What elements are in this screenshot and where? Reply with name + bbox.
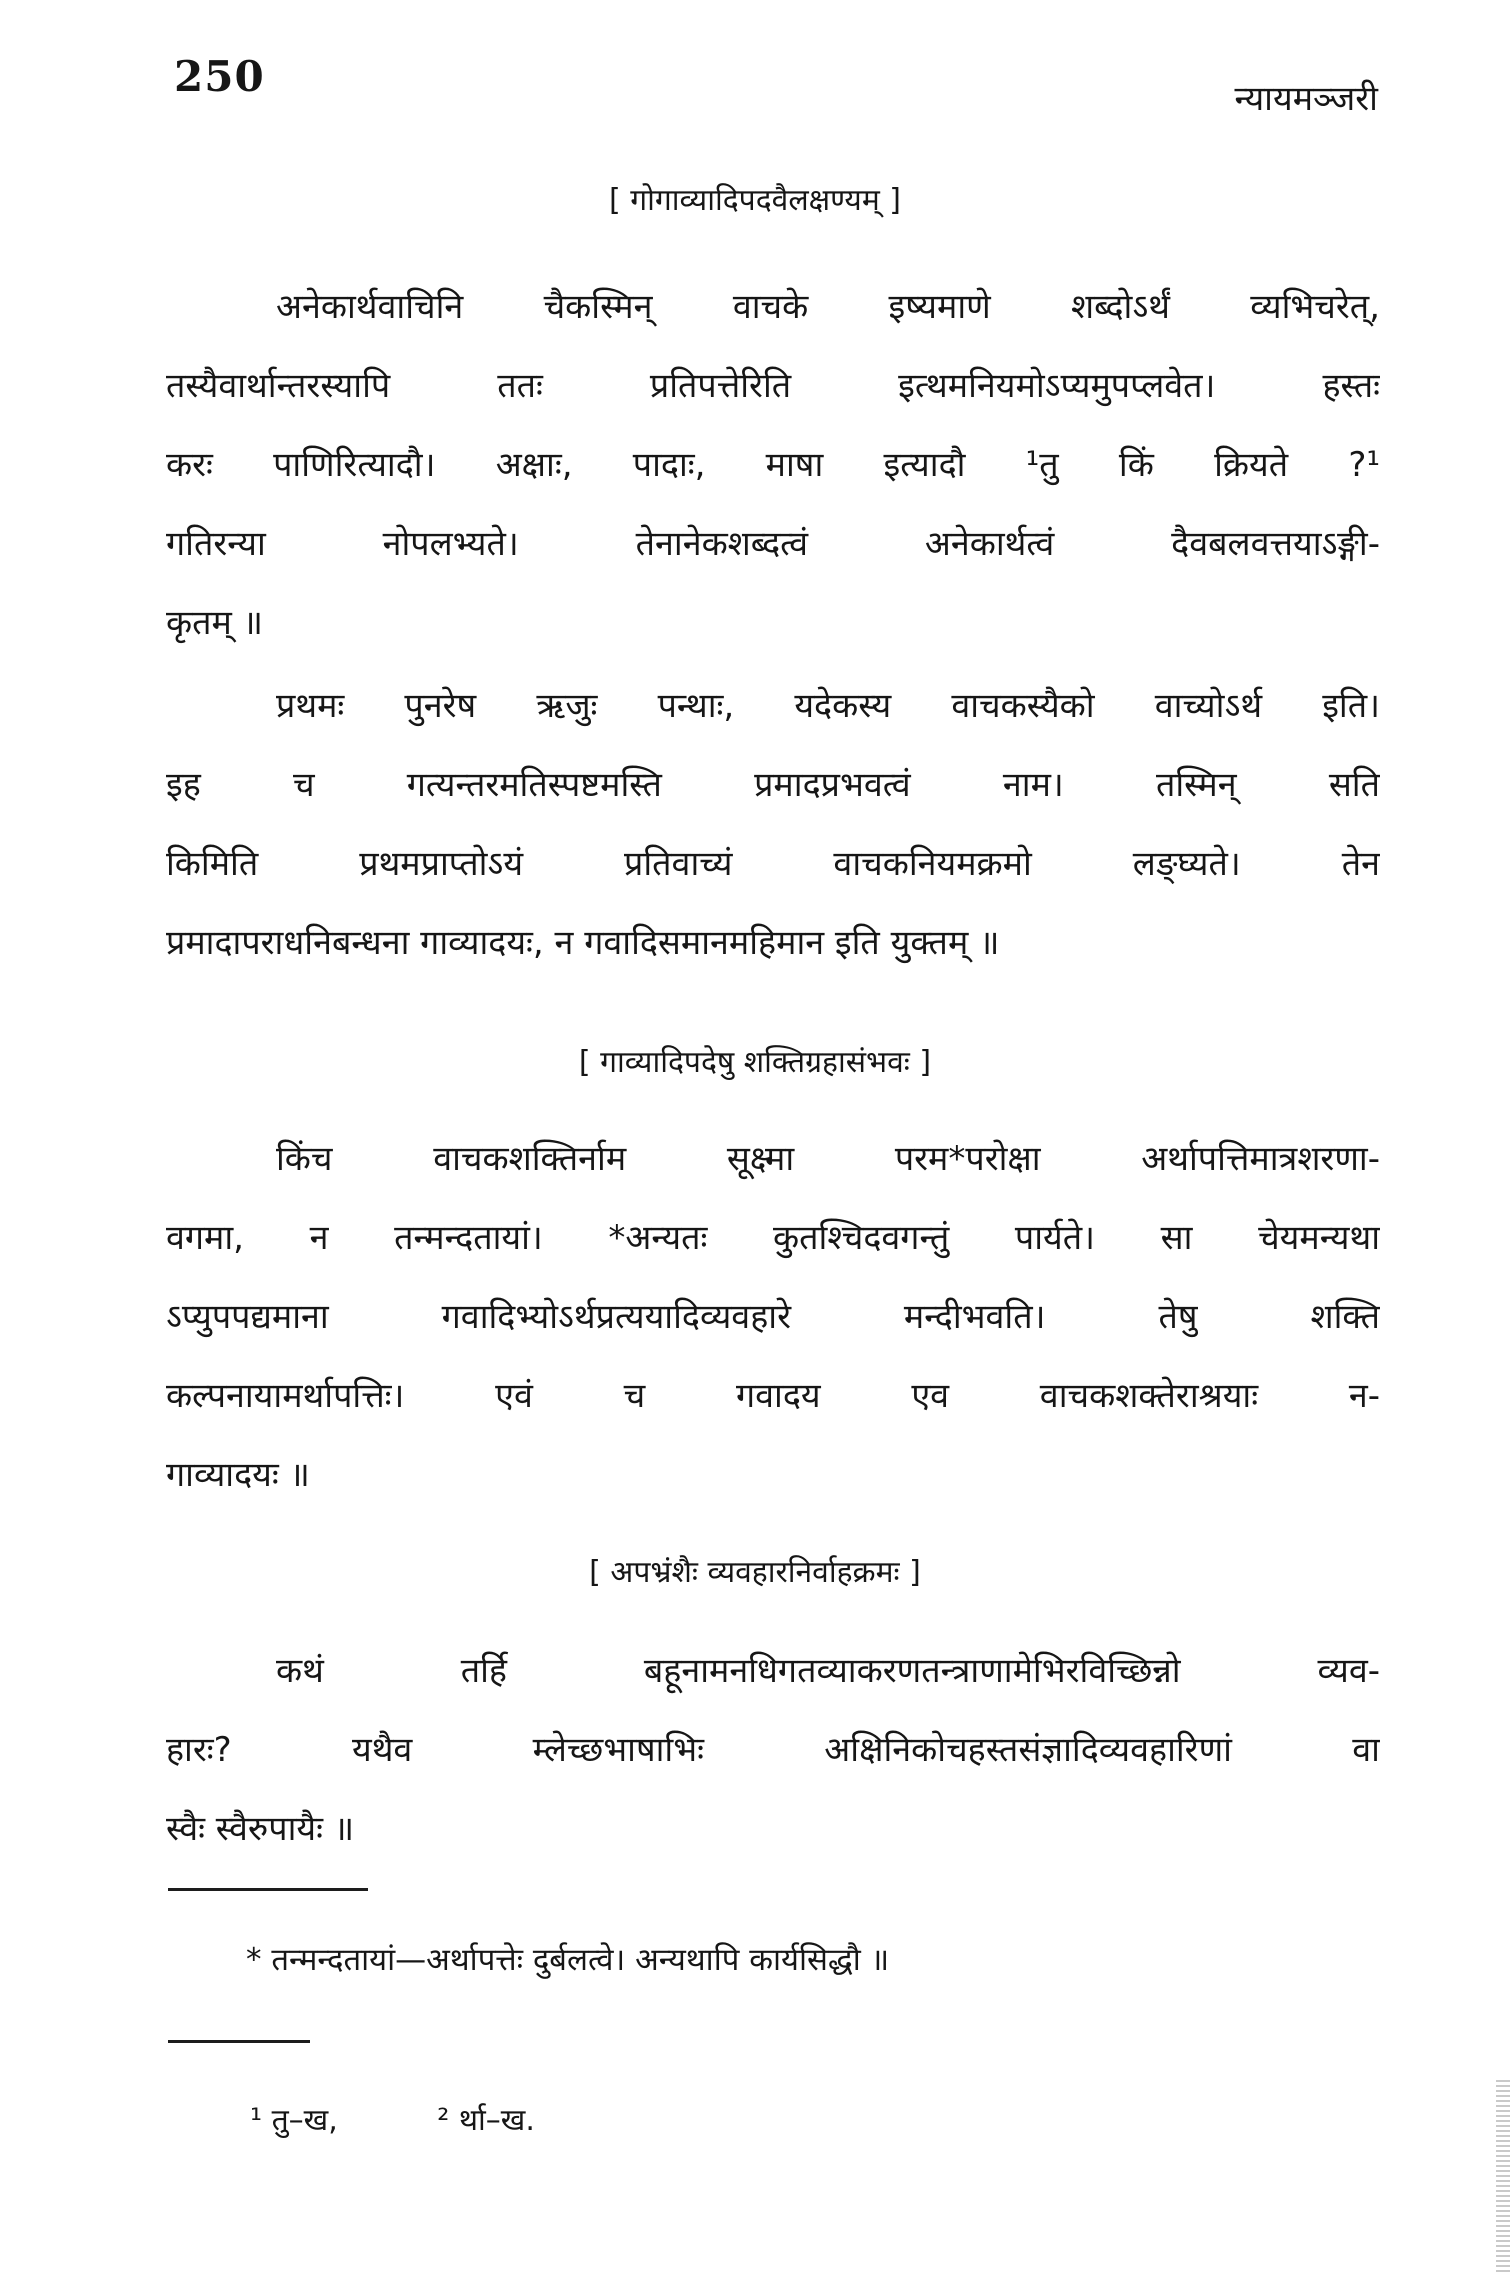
text-line: अनेकार्थवाचिनि चैकस्मिन् वाचके इष्यमाणे शब्दोऽर्थं व्यभिचरेत्, bbox=[276, 287, 1380, 327]
paragraph-3 bbox=[166, 1120, 1380, 1515]
page-number: 250 bbox=[174, 52, 265, 101]
text-line: इह च गत्यन्तरमतिस्पष्टमस्ति प्रमादप्रभवत्वं नाम। तस्मिन् सति bbox=[166, 765, 1380, 805]
section-heading-3: [ गाव्यादिपदेषु शक्तिग्रहासंभवः ] bbox=[578, 1045, 932, 1080]
text-line: तस्यैवार्थान्तरस्यापि ततः प्रतिपत्तेरिति इत्थमनियमोऽप्यमुपप्लवेत। हस्तः bbox=[166, 366, 1380, 406]
text-line: कल्पनायामर्थापत्तिः। एवं च गवादय एव वाचकशक्तेराश्रयाः न- bbox=[166, 1376, 1380, 1416]
text-line: कथं तर्हि बहूनामनधिगतव्याकरणतन्त्राणामेभिरविच्छिन्नो व्यव- bbox=[276, 1651, 1380, 1691]
variant-reading-1: ¹ तु–ख, bbox=[250, 2103, 338, 2138]
variant-reading-2: ² र्था–ख. bbox=[437, 2103, 535, 2138]
running-head-title: न्यायमञ्जरी bbox=[1234, 79, 1378, 119]
text-line: गाव्यादयः ॥ bbox=[166, 1455, 310, 1495]
footnote-text: * तन्मन्दतायां—अर्थापत्तेः दुर्बलत्वे। अन्यथापि कार्यसिद्धौ ॥ bbox=[246, 1942, 890, 1978]
text-line: कृतम् ॥ bbox=[166, 603, 263, 643]
text-line: वगमा, न तन्मन्दतायां। *अन्यतः कुतश्चिदवगन्तुं पार्यते। सा चेयमन्यथा bbox=[166, 1218, 1380, 1258]
text-line: स्वैः स्वैरुपायैः ॥ bbox=[166, 1809, 355, 1849]
text-line: प्रमादापराधनिबन्धना गाव्यादयः, न गवादिसमानमहिमान इति युक्तम् ॥ bbox=[166, 923, 1000, 963]
text-line: किंच वाचकशक्तिर्नाम सूक्ष्मा परम*परोक्षा अर्थापत्तिमात्रशरणा- bbox=[276, 1139, 1380, 1179]
text-line: गतिरन्या नोपलभ्यते। तेनानेकशब्दत्वं अनेकार्थत्वं दैवबलवत्तयाऽङ्गी- bbox=[166, 524, 1380, 564]
text-line: करः पाणिरित्यादौ। अक्षाः, पादाः, माषा इत्यादौ ¹तु किं क्रियते ?¹ bbox=[166, 445, 1380, 485]
text-line: किमिति प्रथमप्राप्तोऽयं प्रतिवाच्यं वाचकनियमक्रमो लङ्घ्यते। तेन bbox=[166, 844, 1380, 884]
variant-separator bbox=[168, 2040, 310, 2043]
footnote-separator bbox=[168, 1888, 368, 1891]
text-line: हारः? यथैव म्लेच्छभाषाभिः अक्षिनिकोचहस्तसंज्ञादिव्यवहारिणां वा bbox=[166, 1730, 1380, 1770]
paragraph-2 bbox=[166, 667, 1380, 983]
section-heading-1: [ गोगाव्यादिपदवैलक्षण्यम् ] bbox=[608, 183, 902, 218]
page-edge-scan-artifact bbox=[1496, 2080, 1510, 2273]
paragraph-4 bbox=[166, 1632, 1380, 1869]
text-line: ऽप्युपपद्यमाना गवादिभ्योऽर्थप्रत्ययादिव्यवहारे मन्दीभवति। तेषु शक्ति bbox=[166, 1297, 1380, 1337]
variant-readings bbox=[250, 2098, 625, 2139]
paragraph-1 bbox=[166, 268, 1380, 663]
section-heading-4: [ अपभ्रंशैः व्यवहारनिर्वाहक्रमः ] bbox=[589, 1555, 921, 1590]
text-line: प्रथमः पुनरेष ऋजुः पन्थाः, यदेकस्य वाचकस्यैको वाच्योऽर्थ इति। bbox=[276, 686, 1380, 726]
